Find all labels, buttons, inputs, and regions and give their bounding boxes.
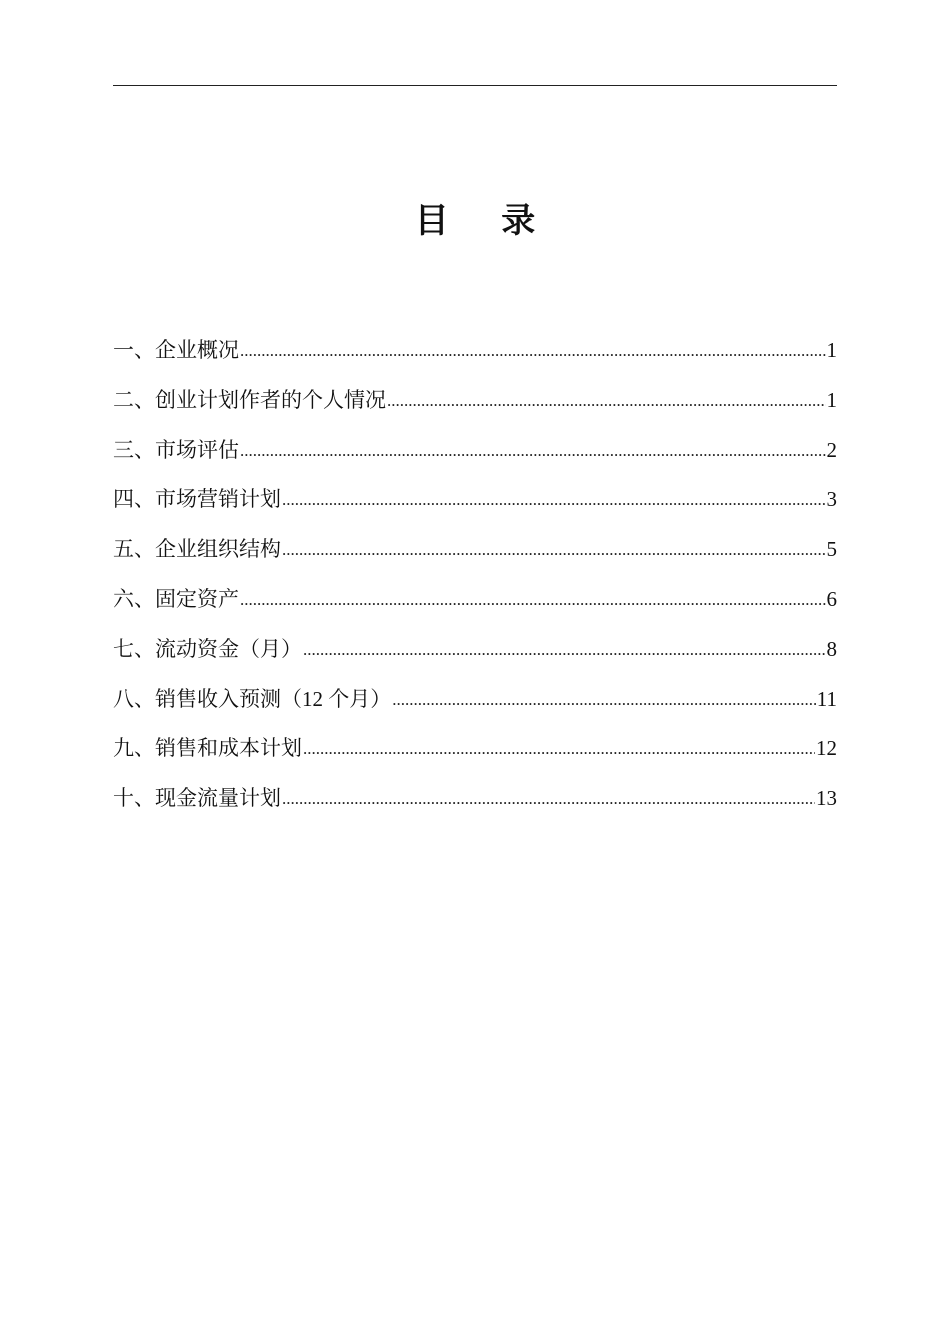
dot-leader — [303, 626, 826, 672]
toc-entry-page: 3 — [826, 487, 837, 512]
dot-leader — [303, 725, 815, 771]
toc-entry-label: 二、创业计划作者的个人情况 — [113, 387, 386, 412]
toc-entry-label: 五、企业组织结构 — [113, 537, 281, 562]
header-rule — [113, 85, 837, 86]
toc-entry-label: 十、现金流量计划 — [113, 786, 281, 811]
dot-leader — [387, 377, 826, 423]
toc-entry-label: 七、流动资金（月） — [113, 636, 302, 661]
toc-title: 目 录 — [414, 203, 558, 240]
toc-entry-label: 三、市场评估 — [113, 437, 239, 462]
toc-entry-label: 一、企业概况 — [113, 338, 239, 362]
toc-entry-page: 13 — [816, 786, 837, 811]
toc-entry-10[interactable] — [113, 776, 837, 826]
toc-entry-label: 八、销售收入预测（12 个月） — [113, 686, 392, 711]
toc-entry-label: 九、销售和成本计划 — [113, 736, 302, 761]
toc-entry-page: 11 — [816, 686, 837, 711]
dot-leader — [240, 576, 826, 622]
toc-entry-2[interactable] — [113, 378, 837, 428]
toc-entry-3[interactable] — [113, 428, 837, 478]
toc-entry-page: 5 — [826, 537, 837, 562]
dot-leader — [240, 427, 826, 473]
toc-entry-7[interactable] — [113, 627, 837, 677]
toc-entry-label: 四、市场营销计划 — [113, 487, 281, 512]
dot-leader — [282, 476, 826, 522]
toc-entry-8[interactable] — [113, 677, 837, 727]
dot-leader — [392, 676, 816, 722]
dot-leader — [240, 327, 826, 373]
toc-entry-9[interactable] — [113, 726, 837, 776]
toc-entry-page: 1 — [826, 338, 837, 362]
toc-list — [113, 328, 837, 826]
toc-entry-page: 8 — [826, 636, 837, 661]
dot-leader — [282, 775, 815, 821]
toc-entry-page: 1 — [826, 387, 837, 412]
toc-entry-1[interactable] — [113, 328, 837, 378]
toc-entry-4[interactable] — [113, 477, 837, 527]
dot-leader — [282, 526, 826, 572]
toc-entry-6[interactable] — [113, 577, 837, 627]
toc-entry-page: 2 — [826, 437, 837, 462]
toc-entry-page: 12 — [816, 736, 837, 761]
toc-entry-page: 6 — [826, 586, 837, 611]
toc-entry-5[interactable] — [113, 527, 837, 577]
toc-entry-label: 六、固定资产 — [113, 586, 239, 611]
